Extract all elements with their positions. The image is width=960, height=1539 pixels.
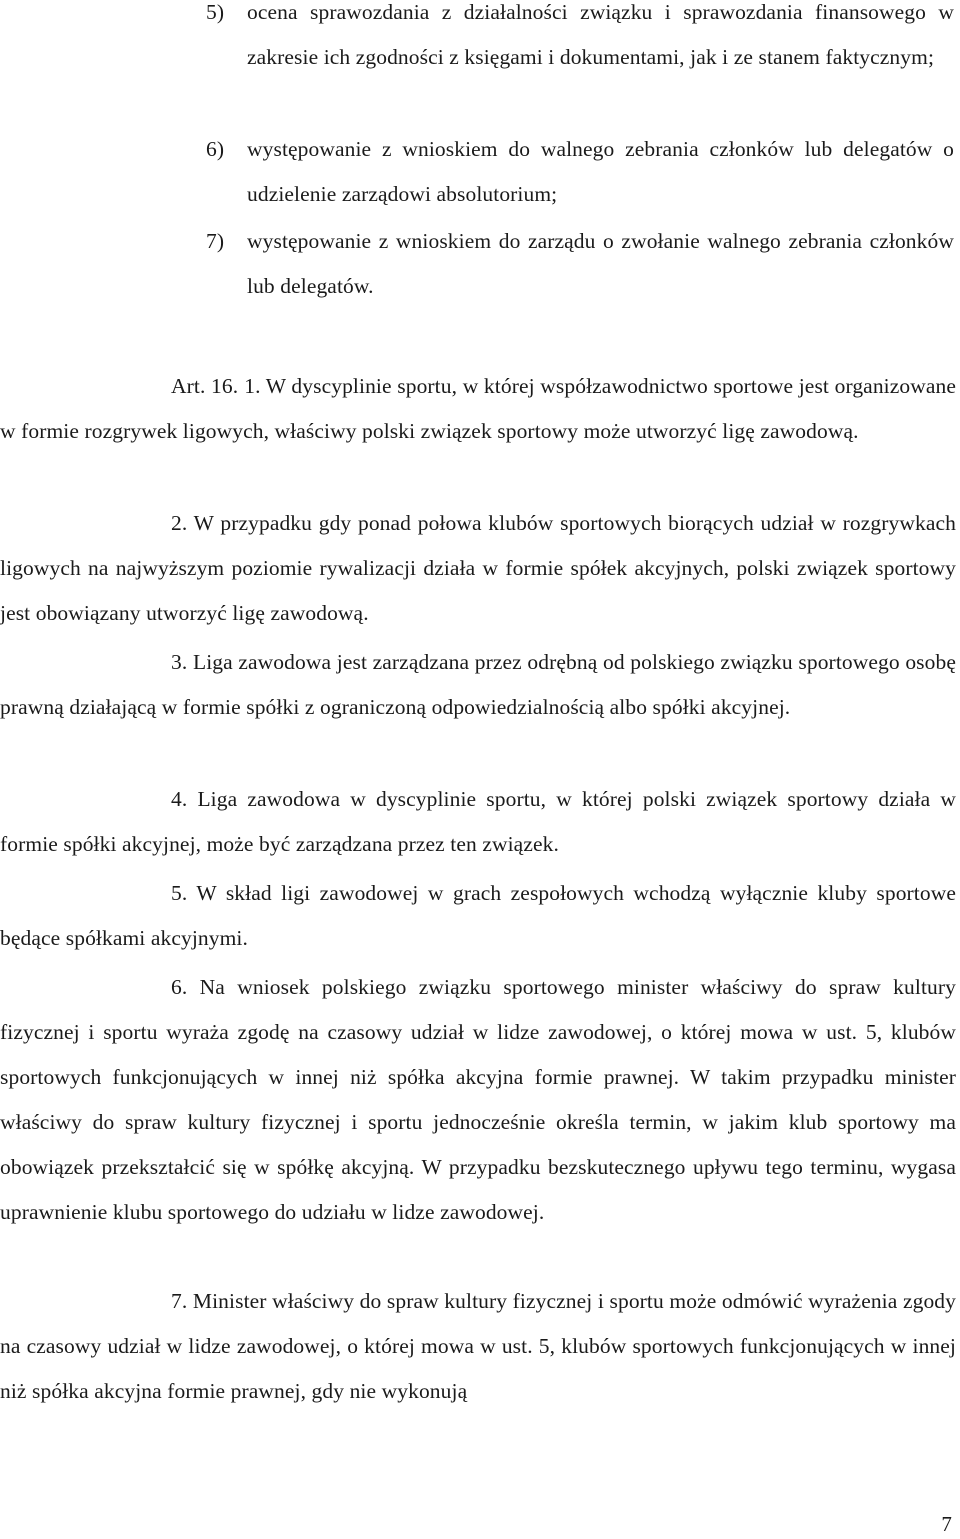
paragraph-number: 1. <box>244 374 261 398</box>
paragraph-number: 4. <box>171 787 188 811</box>
list-item-number: 7) <box>206 229 225 253</box>
paragraph-number: 3. <box>171 650 188 674</box>
paragraph-text: Liga zawodowa w dyscyplinie sportu, w której polski związek sportowy działa w formie spółki akcyjnej, może być zarządzana przez ten związek. <box>0 787 956 856</box>
paragraph-text: W dyscyplinie sportu, w której współzawodnictwo sportowe jest organizowane w formie rozgrywek ligowych, właściwy polski związek sportowy może utworzyć ligę zawodową. <box>0 374 956 443</box>
list-item-text: występowanie z wnioskiem do walnego zebrania członków lub delegatów o udzielenie zarządowi absolutorium; <box>247 137 954 206</box>
article-heading: Art. 16. <box>171 374 239 398</box>
paragraph-text: W przypadku gdy ponad połowa klubów sportowych biorących udział w rozgrywkach ligowych na najwyższym poziomie rywalizacji działa w formie spółek akcyjnych, polski związek sportowy jest obowiązany utworzyć ligę zawodową. <box>0 511 956 625</box>
paragraph-text: Minister właściwy do spraw kultury fizycznej i sportu może odmówić wyrażenia zgody na czasowy udział w lidze zawodowej, o której mowa w ust. 5, klubów sportowych funkcjonujących w innej niż spółka akcyjna formie prawnej, gdy nie wykonują <box>0 1289 956 1403</box>
article-paragraph-3 <box>0 640 956 730</box>
list-item-7 <box>206 219 954 309</box>
paragraph-text: W skład ligi zawodowej w grach zespołowych wchodzą wyłącznie kluby sportowe będące spółkami akcyjnymi. <box>0 881 956 950</box>
list-item-text: występowanie z wnioskiem do zarządu o zwołanie walnego zebrania członków lub delegatów. <box>247 229 954 298</box>
paragraph-number: 2. <box>171 511 188 535</box>
article-paragraph-5 <box>0 871 956 961</box>
paragraph-text: Na wniosek polskiego związku sportowego minister właściwy do spraw kultury fizycznej i sportu wyraża zgodę na czasowy udział w lidze zawodowej, o której mowa w ust. 5, klubów sportowych funkcjonujących w innej niż spółka akcyjna formie prawnej. W takim przypadku minister właściwy do spraw kultury fizycznej i sportu jednocześnie określa termin, w jakim klub sportowy ma obowiązek przekształcić się w spółkę akcyjną. W przypadku bezskutecznego upływu tego terminu, wygasa uprawnienie klubu sportowego do udziału w lidze zawodowej. <box>0 975 956 1224</box>
list-item-5 <box>206 0 954 80</box>
list-item-number: 6) <box>206 137 225 161</box>
article-paragraph-6 <box>0 965 956 1235</box>
list-item-6 <box>206 127 954 217</box>
paragraph-text: Liga zawodowa jest zarządzana przez odrębną od polskiego związku sportowego osobę prawną działającą w formie spółki z ograniczoną odpowiedzialnością albo spółki akcyjnej. <box>0 650 956 719</box>
article-paragraph-2 <box>0 501 956 636</box>
list-item-number: 5) <box>206 0 225 24</box>
article-paragraph-4 <box>0 777 956 867</box>
paragraph-number: 7. <box>171 1289 188 1313</box>
paragraph-number: 5. <box>171 881 188 905</box>
article-paragraph-7 <box>0 1279 956 1414</box>
article-paragraph-1 <box>0 364 956 454</box>
paragraph-number: 6. <box>171 975 188 999</box>
list-item-text: ocena sprawozdania z działalności związku i sprawozdania finansowego w zakresie ich zgodności z księgami i dokumentami, jak i ze stanem faktycznym; <box>247 0 954 69</box>
page-number: 7 <box>941 1512 952 1536</box>
